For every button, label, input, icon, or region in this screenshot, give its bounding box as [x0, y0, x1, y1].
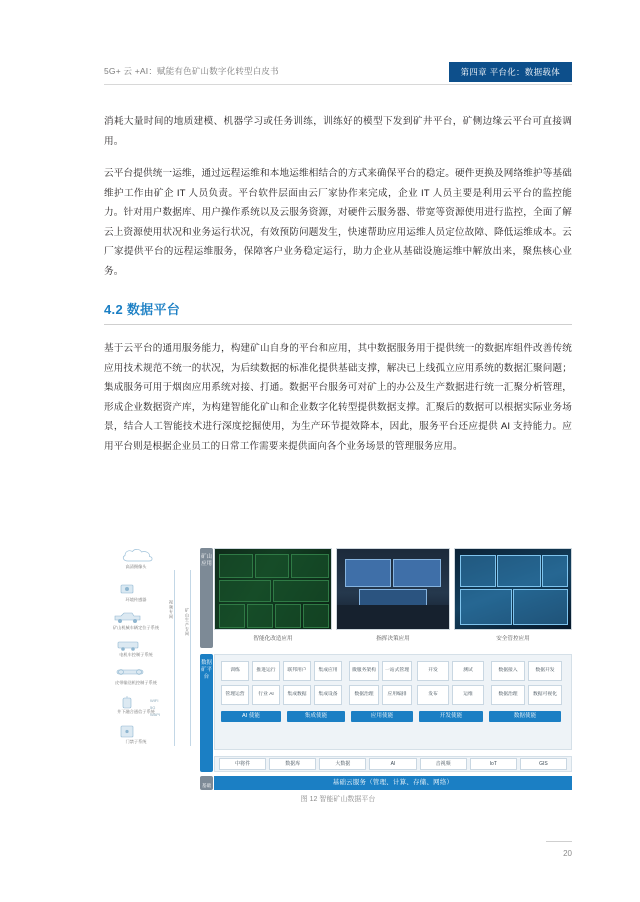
page-header: [0, 62, 640, 84]
tech-chip-4: AI: [369, 758, 416, 770]
cap-card-r2-8: 运维: [452, 685, 484, 705]
network-tag-wifi: WIFI: [150, 698, 159, 703]
cap-card-r2-1: 管理运营: [221, 685, 249, 705]
rail-data-platform: [200, 654, 213, 772]
photo-intelligent-transformation: [214, 548, 332, 630]
cap-card-r2-10: 数据可视化: [528, 685, 562, 705]
figure-smart-mine-data-platform: [104, 540, 572, 830]
cap-card-r2-3: 集成数据: [283, 685, 311, 705]
header-divider: [104, 84, 572, 85]
section-divider: [104, 324, 572, 325]
cap-card-r1-1: 训练: [221, 661, 249, 681]
cap-card-r2-2: 行业 AI: [252, 685, 280, 705]
sensor-icon: [116, 582, 138, 596]
node-label-vehicle-positioning: 矿山机械车辆定位子系统: [112, 625, 160, 630]
rail-mine-application: [200, 548, 213, 648]
mining-vehicle-icon: [112, 610, 144, 624]
cloud-icon: [120, 548, 160, 564]
cap-card-r1-5: 微服务架构: [349, 661, 379, 681]
figure-photo-strip: [214, 548, 572, 648]
tech-chip-2: 数据库: [269, 758, 316, 770]
figure-technology-row: [214, 756, 572, 772]
diagram-connector-line-2: [190, 570, 191, 746]
rail-label-video-network: 视频专网: [169, 600, 174, 619]
cap-card-r2-6: 应用编排: [382, 685, 412, 705]
footer-divider: [546, 841, 572, 842]
rail-label-mine-application: 矿山应用: [201, 554, 212, 567]
section-heading: 4.2 数据平台: [104, 302, 181, 317]
cap-card-r1-10: 数据开发: [528, 661, 562, 681]
node-label-access-control: 门禁子系统: [125, 739, 147, 744]
cap-card-r2-7: 发布: [417, 685, 449, 705]
communication-icon: [116, 695, 138, 709]
rail-infrastructure: [200, 776, 213, 796]
node-label-camera: 高清摄像头: [125, 564, 147, 569]
capability-label-application: 应用使能: [351, 711, 413, 722]
network-tag-5g: 5G: [150, 705, 156, 710]
rail-label-data-platform: 数据矿平台: [201, 660, 212, 680]
tech-chip-7: GIS: [520, 758, 567, 770]
paragraph-2: 云平台提供统一运维，通过远程运维和本地运维相结合的方式来确保平台的稳定。硬件更换及网络维护等基础维护工作由矿企 IT 人员负责。平台软件层面由云厂家协作来完成，企业 IT 人员主要是利用云平台的监控能力。针对用户数据库、用户操作系统以及云服务资源，对硬件云服务器、带宽等资源使用进行监控，全面了解云上资源使用状况和业务运行状况，有效预防问题发生，快速帮助应用运维人员定位故障、降低运维成本。云厂家提供平台的远程运维服务，保障客户业务稳定运行，助力企业从基础设施运维中解放出来，聚焦核心业务。: [104, 168, 572, 277]
electric-locomotive-icon: [114, 638, 144, 652]
tech-chip-3: 大数据: [319, 758, 366, 770]
cap-card-r2-9: 数据治理: [491, 685, 525, 705]
node-label-fusion-communication: 井下融合通信子系统: [117, 709, 155, 714]
photo-caption-2: 指挥决策应用: [376, 636, 410, 642]
cap-card-r1-9: 数据接入: [491, 661, 525, 681]
photo-caption-3: 安全管控应用: [496, 636, 530, 642]
section-paragraph-1: 基于云平台的通用服务能力，构建矿山自身的平台和应用，其中数据服务用于提供统一的数据库组件改善传统应用技术规范不统一的状况，为后续数据的标准化提供基础支撑，解决已上线孤立应用系统的数据汇聚问题；集成服务可用于烟囱应用系统对接、打通。数据平台服务可对矿上的办公及生产数据进行统一汇聚分析管理，形成企业数据资产库，为构建智能化矿山和企业数字化转型提供数据支撑。汇聚后的数据可以根据实际业务场景，结合人工智能技术进行深度挖掘使用，为生产环节提效降本，因此，服务平台还应提供 AI 支持能力。应用平台则是根据企业员工的日常工作需要来提供面向各个业务场景的管理服务应用。: [104, 343, 572, 452]
photo-command-decision: [336, 548, 450, 630]
cap-card-r2-4: 集成设备: [314, 685, 342, 705]
capability-label-ai: AI 使能: [221, 711, 281, 722]
header-chapter-tag: 第四章 平台化：数据载体: [449, 62, 572, 82]
node-label-locomotive-control: 电机车控制子系统: [119, 652, 153, 657]
capability-label-development: 开发使能: [419, 711, 483, 722]
figure-capability-block: [214, 654, 572, 750]
paragraph-1: 消耗大量时间的地质建模、机器学习或任务训练，训练好的模型下发到矿井平台，矿侧边缘云平台可直接调用。: [104, 116, 572, 147]
figure-cloud-base-row: 基础云服务（管理、计算、存储、网络）: [214, 776, 572, 790]
access-control-icon: [116, 724, 138, 738]
node-label-env-sensor: 环境传感器: [125, 597, 147, 602]
rail-label-infrastructure: 基础设施: [201, 783, 212, 796]
capability-label-integration: 集成使能: [287, 711, 345, 722]
conveyor-belt-icon: [114, 665, 146, 679]
network-tag-wapi: WAPI: [150, 712, 161, 717]
cap-card-r1-3: 联邦用户: [283, 661, 311, 681]
cap-card-r1-6: 一站式管理: [382, 661, 412, 681]
photo-safety-control: [454, 548, 572, 630]
figure-left-device-diagram: [104, 548, 204, 788]
tech-chip-1: 中将件: [219, 758, 266, 770]
photo-caption-1: 智能化改造应用: [253, 636, 293, 642]
header-document-title: 5G+ 云 +AI：赋能有色矿山数字化转型白皮书: [104, 66, 279, 76]
cap-card-r1-2: 推进运行: [252, 661, 280, 681]
cap-card-r1-7: 开发: [417, 661, 449, 681]
tech-chip-5: 音视频: [420, 758, 467, 770]
rail-label-production-network: 矿山生产专网: [185, 608, 190, 637]
page-number: 20: [563, 849, 572, 858]
page-content: [104, 112, 572, 469]
diagram-connector-line-1: [174, 570, 175, 746]
cap-card-r1-8: 测试: [452, 661, 484, 681]
node-label-belt-control: 皮带输送机控制子系统: [115, 680, 157, 685]
tech-chip-6: IoT: [470, 758, 517, 770]
cap-card-r2-5: 数据治理: [349, 685, 379, 705]
capability-label-data: 数据使能: [489, 711, 561, 722]
figure-caption: 图 12 智能矿山数据平台: [300, 796, 376, 803]
cap-card-r1-4: 集成应用: [314, 661, 342, 681]
